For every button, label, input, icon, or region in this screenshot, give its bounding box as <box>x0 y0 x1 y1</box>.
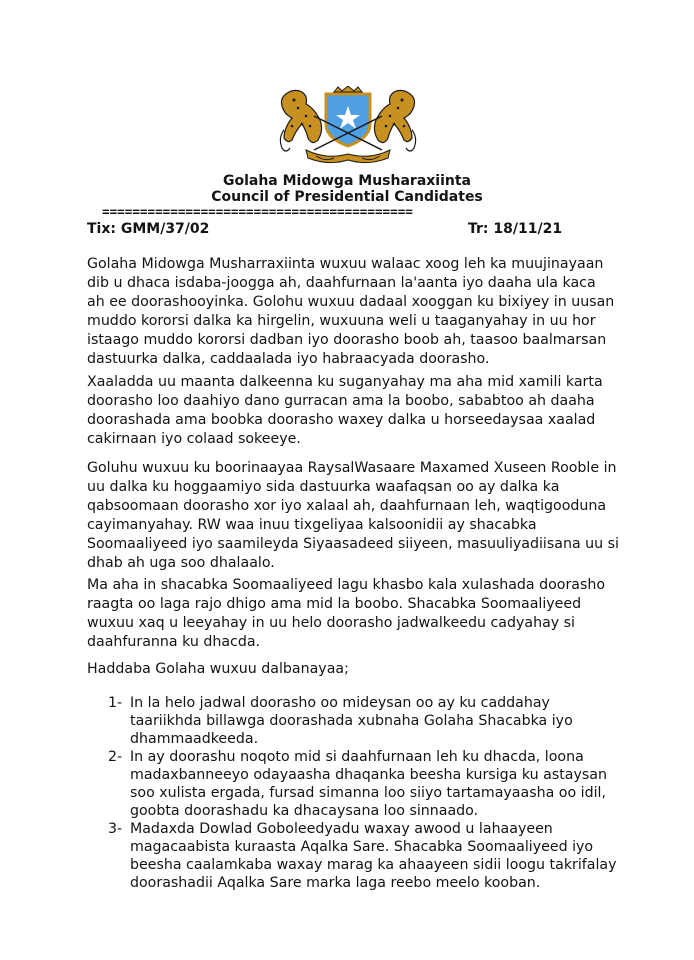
text-line: Goluhu wuxuu ku boorinaayaa RaysalWasaare Maxamed Xuseen Rooble in <box>87 460 617 476</box>
text-line: doorashadii Aqalka Sare marka laga reebo meelo kooban. <box>130 875 541 891</box>
reference-number: Tix: GMM/37/02 <box>87 221 210 237</box>
text-line: doorasho loo daahiyo dano gurracan ama la boobo, sababtoo ah daaha <box>87 393 595 409</box>
text-line: daahfuranna ku dhacda. <box>87 634 261 650</box>
paragraph-4 <box>87 576 627 652</box>
list-intro: Haddaba Golaha wuxuu dalbanayaa; <box>87 661 349 677</box>
text-line: qabsoomaan doorasho xor iyo xalaal ah, daahfurnaan leh, waqtigooduna <box>87 498 607 514</box>
text-line: Soomaaliyeed iyo saamileyda Siyaasadeed siiyeen, masuuliyadiisana uu si <box>87 536 619 552</box>
text-line: raagta oo laga rajo dhigo ama mid la boobo. Shacabka Soomaaliyeed <box>87 596 582 612</box>
text-line: Xaaladda uu maanta dalkeenna ku suganyahay ma aha mid xamili karta <box>87 374 603 390</box>
text-line: Golaha Midowga Musharraxiinta wuxuu walaac xoog leh ka muujinayaan <box>87 256 604 272</box>
paragraph-3 <box>87 459 627 573</box>
text-line: cakirnaan iyo colaad sokeeye. <box>87 431 301 447</box>
text-line: doorashada ama boobka doorasho waxey dalka u horseedaysaa xaalad <box>87 412 596 428</box>
text-line: In la helo jadwal doorasho oo mideysan oo ay ku caddahay <box>130 695 550 711</box>
somalia-coat-of-arms-icon <box>276 86 420 164</box>
org-name-english: Council of Presidential Candidates <box>211 189 483 205</box>
text-line: dastuurka dalka, caddaalada iyo habraacyada doorasho. <box>87 351 490 367</box>
text-line: In ay doorashu noqoto mid si daahfurnaan leh ku dhacda, loona <box>130 749 584 765</box>
text-line: Ma aha in shacabka Soomaaliyeed lagu khasbo kala xulashada doorasho <box>87 577 606 593</box>
text-line: madaxbanneeyo odayaasha dhaqanka beesha kursiga ku astaysan <box>130 767 607 783</box>
text-line: goobta doorashadu ka dhacaysana loo sinnaado. <box>130 803 479 819</box>
text-line: Madaxda Dowlad Goboleedyadu waxay awood u lahaayeen <box>130 821 553 837</box>
text-line: taariikhda billawga doorashada xubnaha Golaha Shacabka iyo <box>130 713 573 729</box>
text-line: uu dalka ku hoggaamiyo sida dastuurka waafaqsan oo ay dalka ka <box>87 479 560 495</box>
paragraph-2 <box>87 373 627 449</box>
list-item <box>108 820 628 892</box>
list-number: 1- <box>108 695 123 711</box>
letter-date: Tr: 18/11/21 <box>468 221 563 237</box>
text-line: soo xulista ergada, fursad simanna loo siiyo tartamayaasha oo idil, <box>130 785 606 801</box>
list-number: 2- <box>108 749 123 765</box>
text-line: dhab ah uga soo dhalaalo. <box>87 555 275 571</box>
org-name-somali: Golaha Midowga Musharaxiinta <box>222 173 472 189</box>
divider-line: ========================================= <box>102 205 413 219</box>
list-item <box>108 694 628 748</box>
demands-list <box>108 694 628 892</box>
text-line: beesha caalamkaba waxay marag ka ahaayeen sidii loogu takrifalay <box>130 857 617 873</box>
text-line: wuxuu xaq u leeyahay in uu helo doorasho jadwalkeedu cadyahay si <box>87 615 575 631</box>
text-line: dib u dhaca isdaba-joogga ah, daahfurnaan la'aanta iyo daaha ula kaca <box>87 275 596 291</box>
text-line: cayimanyahay. RW waa inuu tixgeliyaa kalsoonidii ay shacabka <box>87 517 537 533</box>
text-line: istaago muddo kororsi dadban iyo doorasho boob ah, taasoo baalmarsan <box>87 332 607 348</box>
text-line: muddo kororsi dalka ka hirgelin, wuxuuna weli u taaganyahay in uu hor <box>87 313 596 329</box>
list-number: 3- <box>108 821 123 837</box>
text-line: ah ee doorashooyinka. Golohu wuxuu dadaal xooggan ku bixiyey in uusan <box>87 294 615 310</box>
text-line: dhammaadkeeda. <box>130 731 259 747</box>
text-line: magacaabista kuraasta Aqalka Sare. Shacabka Soomaaliyeed iyo <box>130 839 594 855</box>
paragraph-1 <box>87 255 627 369</box>
list-item <box>108 748 628 820</box>
